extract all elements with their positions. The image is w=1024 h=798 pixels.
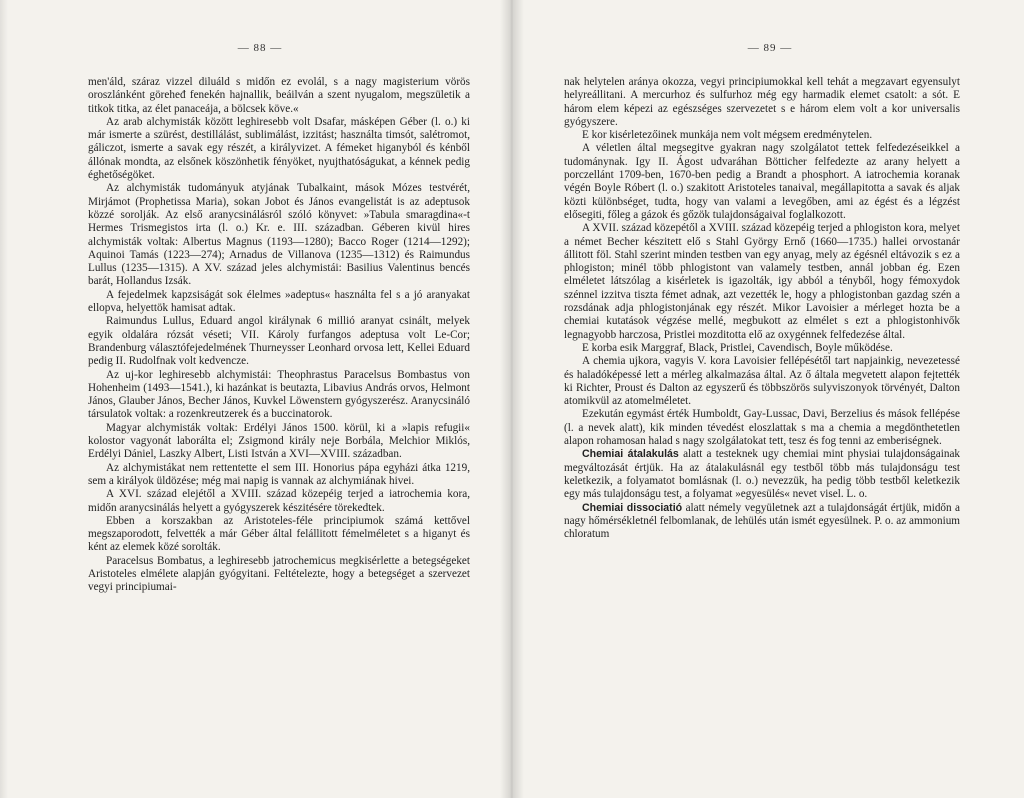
paragraph-text: A XVI. század elejétől a XVIII. század közepéig terjed a iatrochemia kora, midőn aranycsinálás helyett a gyógyszerek készitésére törekedtek. [88, 488, 470, 514]
paragraph-text: A véletlen által megsegitve gyakran nagy szolgálatot tettek felfedezéseikkel a tudománynak. Igy II. Ágost udvaráhan Bötticher felfedezte az arany helyett a porczellánt 1709-ben, 1670-ben pedig a Brandt a phosphort. A iatrochemia koranak végén Boyle Róbert (l. o.) szakitott Aristoteles tanaival, megállapitotta a savak és aljak közti különbséget, tudta, hogy van valami a levegőben, ami az égést és a légzést elősegiti, főleg a gázok és gőzök tulajdonságaival foglalkozott. [564, 142, 960, 221]
paragraph [88, 462, 470, 489]
paragraph [564, 342, 960, 355]
paragraph-text: Magyar alchymisták voltak: Erdélyi János 1500. körül, ki a »lapis refugii« kolostor vagyonát laborálta el; Zsigmond király neje Borbála, Melchior Miklós, Erdélyi Dániel, Laszky Albert, Listi István a XVI—XVIII. században. [88, 421, 470, 461]
left-page [0, 0, 510, 798]
page-edge-shadow [0, 0, 8, 798]
page-number: — 89 — [747, 42, 793, 54]
page-body [564, 76, 960, 541]
paragraph [88, 315, 470, 368]
paragraph [564, 222, 960, 342]
right-page [512, 0, 1024, 798]
paragraph-text: alatt a testeknek ugy chemiai mint physiai tulajdonságainak megváltozását értjük. Ha az átalakulásnál egy testből több más tulajdonságu test keletkezik, a folyamatot bomlásnak (l. o.) nevezzük, ha pedig több testből keletkezik egy más tulajdonságu test, a folyamat »egyesülés« nevet visel. L. o. [564, 448, 960, 501]
paragraph-text: Az alchymisták tudományuk atyjának Tubalkaint, mások Mózes testvérét, Mirjámot (Prophetissa Maria), sokan Jobot és János evangelistát is az adeptusok közzé sorolják. Az első aranycsinálásról szóló könyvet: »Tabula smaragdina«-t Hermes Trismegistos irta (l. o.) Kr. e. III. században. Géberen kivül hires alchymisták voltak: Albertus Magnus (1193—1280); Bacco Roger (1214—1292); Aquinoi Tamás (1223—274); Arnadus de Villanova (1235—1312) és Raimundus Lullus (1235—1315). A XV. század jeles alchymistái: Basilius Valentinus bencés barát, Hollandus Izsák. [88, 182, 470, 288]
paragraph-text: Ezekután egymást érték Humboldt, Gay-Lussac, Davi, Berzelius és mások fellépése (l. a nevek alatt), kik minden tévedést eloszlattak s ma a chemia a megdönthetetlen alapon rohamosan halad s nagy szolgálatokat tett, tesz és fog tenni az emberiségnek. [564, 408, 960, 448]
paragraph-text: E korba esik Marggraf, Black, Pristlei, Cavendisch, Boyle működése. [582, 341, 893, 354]
paragraph [564, 502, 960, 542]
paragraph-text: Az arab alchymisták között leghiresebb volt Dsafar, másképen Géber (l. o.) ki már ismerte a szürést, destillálást, sublimálást, izzitást; használta timsót, salétromot, gáliczot, ismerte a savak egy részét, a királyvizet. A fémeket higanyból és kénből állónak mondta, az elsőnek köszönhetik fényöket, nyujthatóságukat, a kénnek pedig éghetőségöket. [88, 115, 470, 182]
paragraph [88, 488, 470, 515]
paragraph [88, 555, 470, 595]
paragraph [564, 129, 960, 142]
paragraph [564, 142, 960, 222]
paragraph [88, 182, 470, 288]
paragraph [88, 515, 470, 555]
paragraph [564, 408, 960, 448]
paragraph [88, 116, 470, 182]
paragraph-text: E kor kisérletezőinek munkája nem volt mégsem eredménytelen. [582, 129, 873, 142]
paragraph [88, 289, 470, 316]
paragraph [88, 76, 470, 116]
paragraph-text: Paracelsus Bombatus, a leghiresebb jatrochemicus megkisérlette a betegségeket Aristoteles elmélete alapján gyógyitani. Feltételezte, hogy a betegséget a szervezet vegyi principiumai- [88, 554, 470, 594]
paragraph-text: A XVII. század közepétől a XVIII. század közepéig terjed a phlogiston kora, melyet a német Becher készitett elő s Stahl György Ernő (1660—1735.) hallei orvostanár állitott föl. Stahl szerint minden testben van egy anyag, mely az égésnél eltávozik s ez a phlogiston; minél több phlogistont van valamely testben, annál jobban ég. Ezen elméletet látszólag a kisérletek is igazolták, igy abból a tényből, hogy fémoxydok szénnel izzitva tiszta fémet adnak, azt vezették le, hogy a phlogistonban gazdag szén a rozsdának adja phlogistonjának egy részét. Mikor Lavoisier a mérleget hozta be a chemiai kutatások végzése mellé, megbukott az elmélet s ezt a phlogistonhivők legnagyobb harczosa, Pristlei mozditotta elő az oxygénnek felfedezése által. [564, 222, 960, 341]
paragraph-text: alatt némely vegyületnek azt a tulajdonságát értjük, midőn a nagy hőmérsékletnél felbomlanak, de lehülés után ismét egyesülnek. P. o. az ammonium chloratum [564, 501, 961, 541]
paragraph-text: Az alchymistákat nem rettentette el sem III. Honorius pápa egyházi átka 1219, sem a királyok üldözése; még mai napig is vannak az alchymiának hivei. [88, 461, 470, 487]
paragraph [564, 355, 960, 408]
paragraph-text: A fejedelmek kapzsiságát sok élelmes »adeptus« használta fel s a jó aranyakat ellopva, helyettök hamisat adtak. [88, 288, 470, 315]
book-gutter [500, 0, 524, 798]
page-body [88, 76, 470, 595]
paragraph [88, 422, 470, 462]
paragraph-text: nak helytelen aránya okozza, vegyi principiumokkal kell tehát a megzavart egyensulyt helyreállitani. A mercurhoz és sulfurhoz még egy harmadik elemet csatolt: a sót. E három elem képezi az egészséges szervezetet s e három elem volt a kor universalis gyógyszere. [564, 76, 960, 128]
term-heading: Chemiai átalakulás [582, 448, 679, 461]
paragraph-text: Az uj-kor leghiresebb alchymistái: Theophrastus Paracelsus Bombastus von Hohenheim (1493—1541.), ki hazánkat is beutazta, Libavius András orvos, Helmont János, Glauber János, Becher János, Kuvkel Löwenstern gyógyszerész. Aranycsináló társulatok voltak: a rozenkreutzerek és a buccinatorok. [88, 368, 470, 421]
page-number: — 88 — [237, 42, 283, 54]
paragraph-text: A chemia ujkora, vagyis V. kora Lavoisier fellépésétől tart napjainkig, nevezetessé és haladóképessé lett a mérleg alkalmazása által. Az ő általa megvetett alapon fejtették ki Richter, Proust és Dalton az egyszerű és többszörös sulyviszonyok törvényét, Dalton atomikvül az atomelméletet. [564, 355, 960, 408]
term-heading: Chemiai dissociatió [582, 501, 683, 514]
paragraph-text: men'áld, száraz vizzel diluáld s midőn ez evolál, s a nagy magisterium vörös oroszlánként göreheđ fenekén hajnallik, beáilván a szent nyugalom, megszületik a titkok titka, az élet panaceája, a bölcsek köve.« [88, 76, 470, 115]
paragraph [564, 76, 960, 129]
paragraph [564, 448, 960, 501]
paragraph-text: Raimundus Lullus, Eduard angol királynak 6 millió aranyat csinált, melyek egyik oldalára rózsát véseti; VII. Károly furfangos adeptusa volt Le-Cor; Brandenburg választófejedelmének Thurneysser Leonhard orvosa lett, Kellei Eduard pedig II. Rudolfnak volt kedvencze. [88, 315, 470, 368]
paragraph-text: Ebben a korszakban az Aristoteles-féle principiumok számá kettővel megszaporodott, felvették a már Géber által felállitott fémelméletet s a higanyt és ként az elemek közé sorolták. [88, 514, 470, 554]
paragraph [88, 369, 470, 422]
